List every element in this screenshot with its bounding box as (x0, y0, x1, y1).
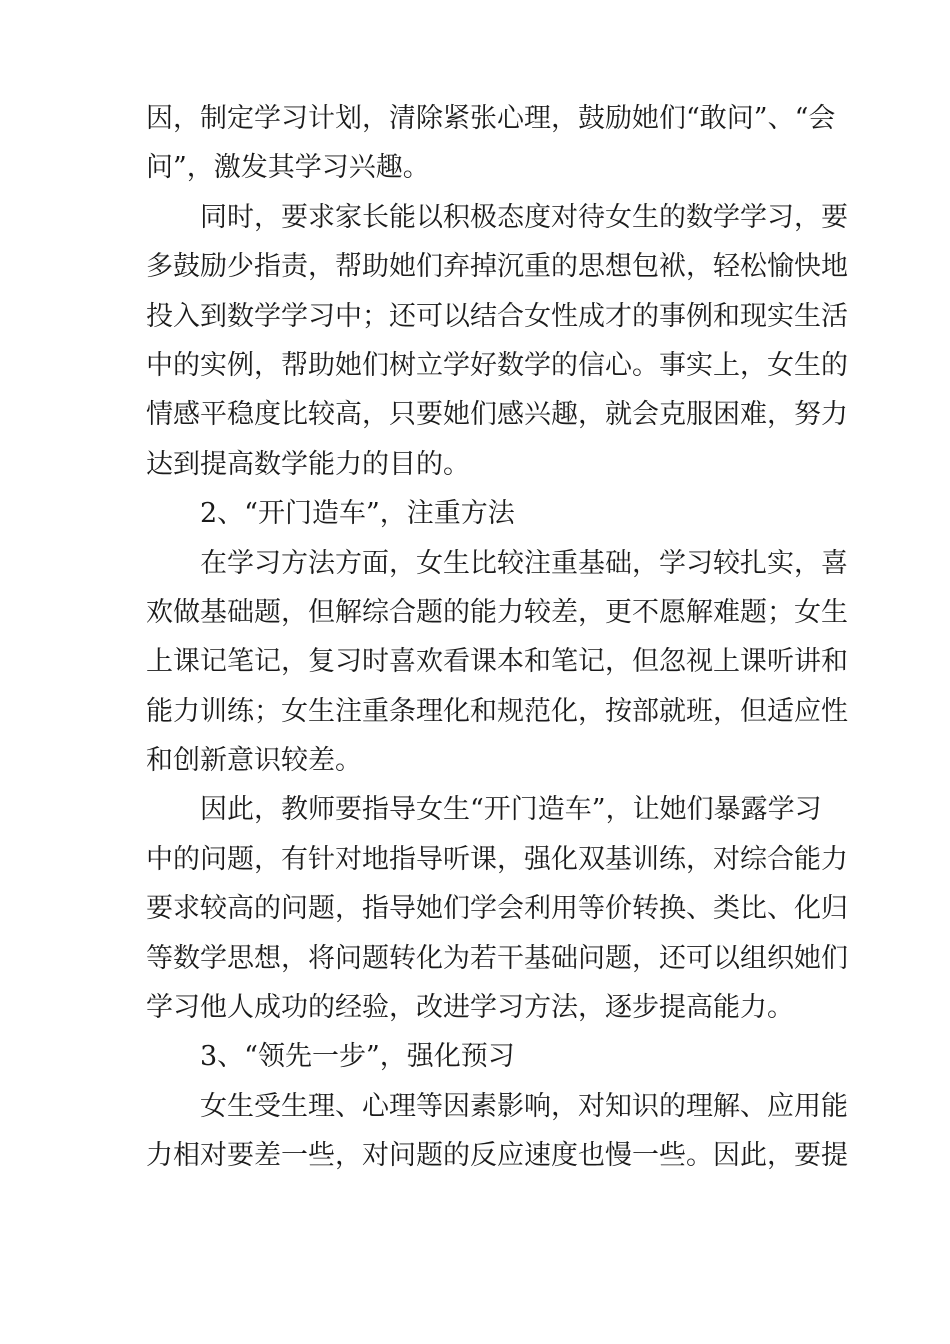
text-line: 同时，要求家长能以积极态度对待女生的数学学习，要 (200, 201, 848, 233)
text-line: 情感平稳度比较高，只要她们感兴趣，就会克服困难，努力 (146, 399, 848, 431)
text-line: 投入到数学学习中；还可以结合女性成才的事例和现实生活 (146, 300, 848, 332)
text-line: 力相对要差一些，对问题的反应速度也慢一些。因此，要提 (146, 1140, 848, 1172)
text-line: 因，制定学习计划，清除紧张心理，鼓励她们“敢问”、“会 (146, 103, 836, 134)
text-line: 女生受生理、心理等因素影响，对知识的理解、应用能 (200, 1090, 848, 1122)
text-line: 能力训练；女生注重条理化和规范化，按部就班，但适应性 (146, 695, 848, 727)
text-line: 等数学思想，将问题转化为若干基础问题，还可以组织她们 (146, 942, 848, 974)
text-line: 问”，激发其学习兴趣。 (146, 152, 430, 184)
section-heading: 2、“开门造车”，注重方法 (200, 498, 515, 530)
text-line: 多鼓励少指责，帮助她们弃掉沉重的思想包袱，轻松愉快地 (146, 251, 848, 283)
text-line: 在学习方法方面，女生比较注重基础，学习较扎实，喜 (200, 547, 848, 579)
text-line: 中的问题，有针对地指导听课，强化双基训练，对综合能力 (146, 843, 848, 875)
text-line: 达到提高数学能力的目的。 (146, 448, 470, 480)
text-line: 中的实例，帮助她们树立学好数学的信心。事实上，女生的 (146, 349, 848, 381)
text-line: 要求较高的问题，指导她们学会利用等价转换、类比、化归 (146, 893, 848, 925)
text-line: 欢做基础题，但解综合题的能力较差，更不愿解难题；女生 (146, 596, 848, 628)
text-line: 学习他人成功的经验，改进学习方法，逐步提高能力。 (146, 992, 794, 1024)
document-body (146, 94, 848, 1181)
section-heading: 3、“领先一步”，强化预习 (200, 1041, 515, 1073)
text-line: 和创新意识较差。 (146, 745, 362, 777)
text-line: 因此，教师要指导女生“开门造车”，让她们暴露学习 (200, 794, 822, 826)
text-line: 上课记笔记，复习时喜欢看课本和笔记，但忽视上课听讲和 (146, 646, 848, 678)
